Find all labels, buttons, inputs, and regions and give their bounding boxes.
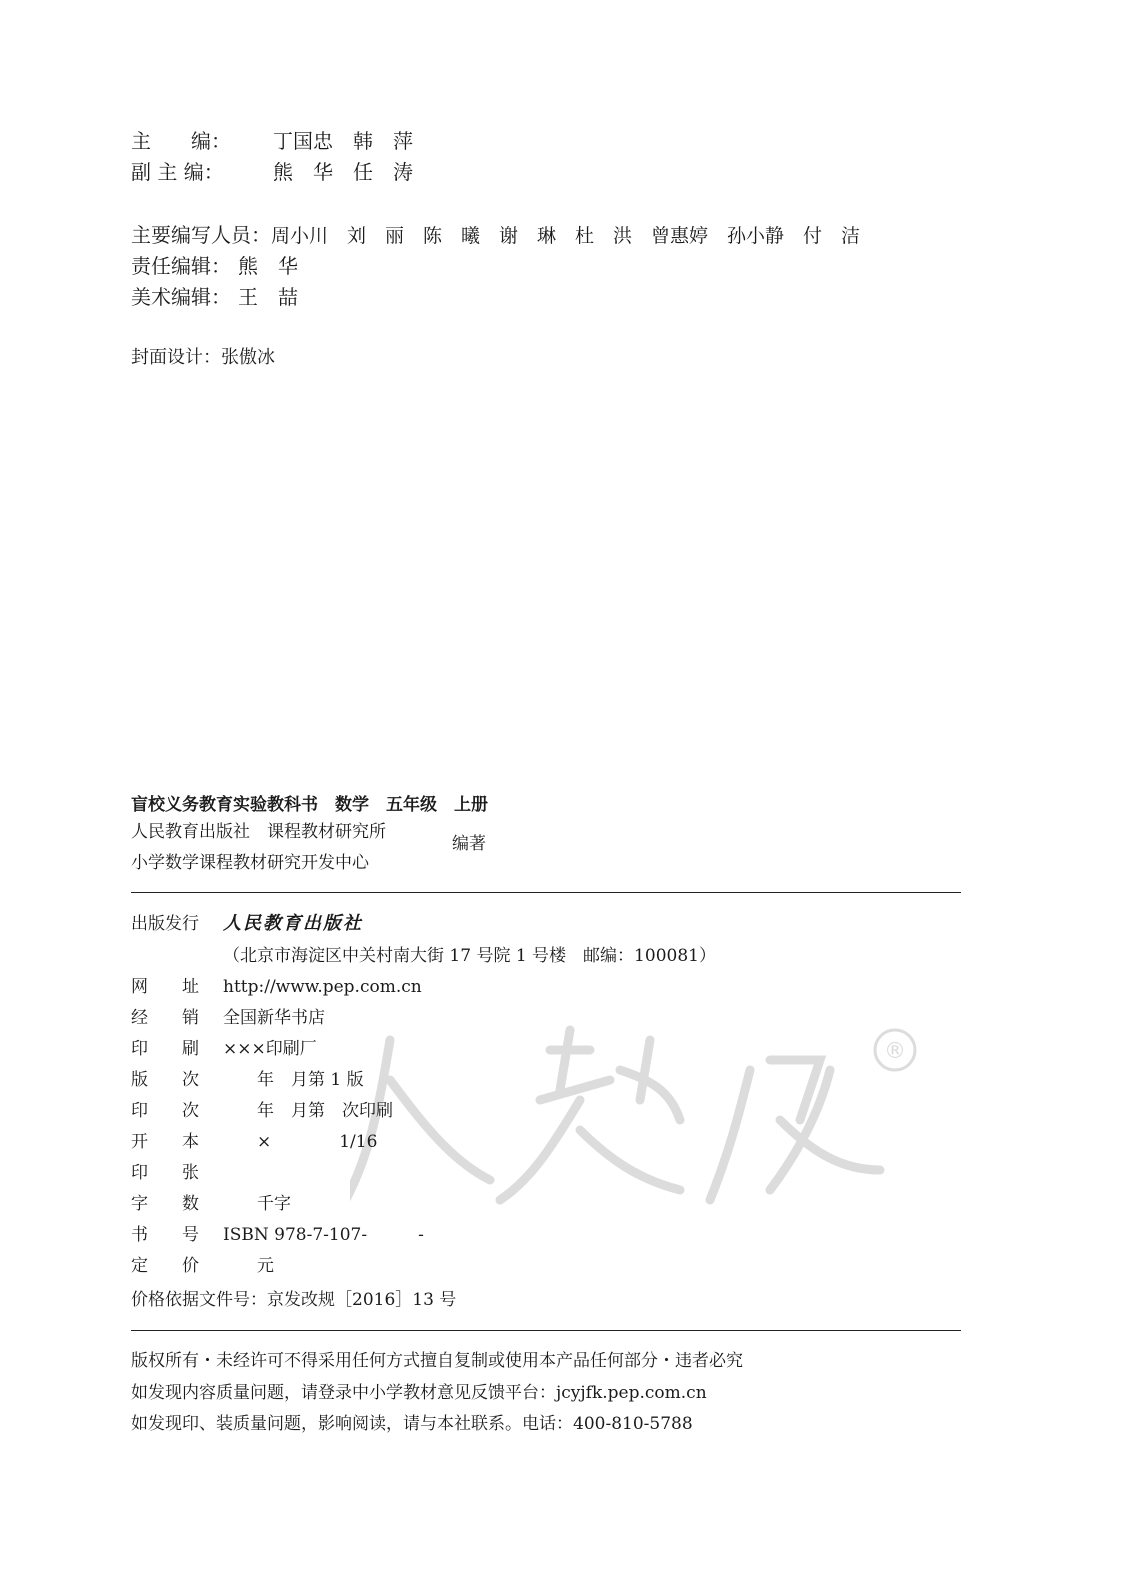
publication-info-row [131,1132,377,1152]
price-basis: 价格依据文件号：京发改规［2016］13 号 [131,1290,457,1310]
publication-info-value: 元 [223,1256,274,1276]
publication-info-value: ISBN 978-7-107- - [223,1225,424,1245]
writers-label: 主要编写人员： [131,223,271,247]
responsible-editor-value: 熊 华 [238,254,298,278]
author-suffix: 编著 [452,834,486,854]
deputy-editor-line [131,160,413,184]
publisher-label: 出版发行 [131,914,199,934]
publication-info-row [131,1194,291,1214]
publication-info-label: 版 次 [131,1070,199,1090]
publication-info-value: http://www.pep.com.cn [223,977,422,997]
publication-info-label: 定 价 [131,1256,199,1276]
publication-info-value: × 1/16 [223,1132,378,1152]
publication-info-value: 年 月第 次印刷 [223,1101,393,1121]
publisher-line [131,914,363,934]
cover-design-label: 封面设计： [131,347,221,368]
author-line-1: 人民教育出版社 课程教材研究所 [131,822,386,842]
publication-info-label: 印 次 [131,1101,199,1121]
responsible-editor-label: 责任编辑： [131,254,231,278]
publication-info-value: 年 月第 1 版 [223,1070,364,1090]
publication-info-label: 印 张 [131,1163,199,1183]
publication-info-value: ×××印刷厂 [223,1039,317,1059]
publication-info-label: 开 本 [131,1132,199,1152]
publisher-logo: 人民教育出版社 [223,913,363,934]
publication-info-label: 网 址 [131,977,199,997]
publication-info-value: 全国新华书店 [223,1008,325,1028]
publication-info-row [131,977,422,997]
publication-info-row [131,1256,274,1276]
bottom-divider [131,1330,961,1331]
publication-info-label: 印 刷 [131,1039,199,1059]
publication-info-row [131,1163,223,1183]
publication-info-row [131,1101,393,1121]
chief-editor-label: 主 编： [131,129,231,153]
registered-mark: ® [884,1039,906,1064]
responsible-editor-line [131,254,298,278]
writers-value: 周小川 刘 丽 陈 曦 谢 琳 杜 洪 曾惠婷 孙小静 付 洁 [271,225,861,247]
art-editor-value: 王 喆 [238,285,298,309]
publication-info-label: 书 号 [131,1225,199,1245]
publication-info-row [131,1070,364,1090]
deputy-editor-label: 副 主 编： [131,160,224,184]
publication-info-row [131,1008,325,1028]
book-title: 盲校义务教育实验教科书 数学 五年级 上册 [131,795,488,815]
chief-editor-value: 丁国忠 韩 萍 [273,129,413,153]
copyright-notice: 版权所有・未经许可不得采用任何方式擅自复制或使用本产品任何部分・违者必究 [131,1351,743,1371]
publication-info-label: 经 销 [131,1008,199,1028]
top-divider [131,892,961,893]
publisher-address: （北京市海淀区中关村南大街 17 号院 1 号楼 邮编：100081） [223,946,716,966]
print-feedback-notice: 如发现印、装质量问题，影响阅读，请与本社联系。电话：400-810-5788 [131,1414,693,1434]
publication-info-row [131,1039,317,1059]
content-feedback-notice: 如发现内容质量问题，请登录中小学教材意见反馈平台：jcyjfk.pep.com.cn [131,1383,707,1403]
art-editor-label: 美术编辑： [131,285,231,309]
cover-design-line [131,347,275,369]
writers-line [131,223,860,248]
publication-info-value: 千字 [223,1194,291,1214]
pep-watermark-logo [350,1010,920,1220]
chief-editor-line [131,129,413,153]
publication-info-row [131,1225,424,1245]
art-editor-line [131,285,298,309]
cover-design-value: 张傲冰 [221,347,275,368]
publication-info-label: 字 数 [131,1194,199,1214]
author-line-2: 小学数学课程教材研究开发中心 [131,853,369,873]
deputy-editor-value: 熊 华 任 涛 [273,160,413,184]
